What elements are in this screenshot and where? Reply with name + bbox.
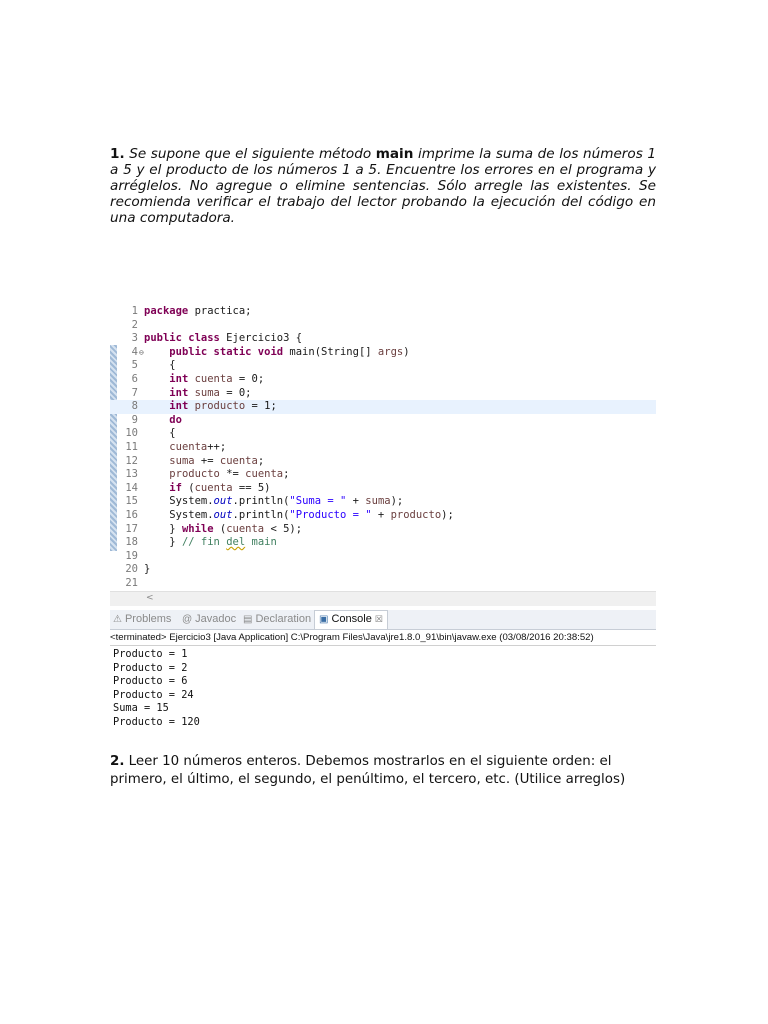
line-number: 18 (125, 536, 138, 549)
line-number: 3 (131, 332, 138, 345)
javadoc-icon: @ (182, 614, 193, 625)
code-line[interactable] (110, 427, 656, 441)
code-text: int cuenta = 0; (169, 373, 265, 385)
code-line[interactable] (110, 414, 656, 428)
code-line[interactable] (110, 468, 656, 482)
code-line[interactable] (110, 441, 656, 455)
code-text: } while (cuenta < 5); (144, 522, 303, 535)
line-number: 14 (125, 481, 138, 494)
code-text: { (144, 427, 176, 440)
code-line[interactable] (110, 319, 656, 333)
tab-label: Javadoc (195, 613, 237, 625)
line-number: 7 (131, 386, 138, 399)
code-line-current[interactable] (110, 400, 656, 414)
console-line: Producto = 1 (113, 648, 188, 660)
code-line[interactable] (110, 550, 656, 564)
exercise-2-number: 2. (110, 754, 125, 769)
code-text: producto *= cuenta; (169, 468, 290, 481)
line-number: 8 (131, 400, 138, 413)
declaration-icon: ▤ (243, 614, 253, 625)
exercise-2-text: Leer 10 números enteros. Debemos mostrarlos en el siguiente orden: el primero, el último, el segundo, el penúltimo, el tercero, etc. (Utilice arreglos) (110, 754, 626, 787)
tab-javadoc[interactable] (182, 613, 236, 625)
code-line[interactable] (110, 346, 656, 360)
code-text: package practica; (144, 305, 252, 317)
code-text: } // fin del main (144, 536, 277, 549)
console-line: Suma = 15 (113, 702, 169, 715)
code-line[interactable] (110, 482, 656, 496)
code-line[interactable] (110, 387, 656, 401)
code-text: public class Ejercicio3 { (144, 332, 303, 345)
tab-label: Console (331, 613, 372, 625)
console-output (113, 648, 200, 730)
code-text: System.out.println("Suma = " + suma); (144, 495, 404, 508)
exercise-1-text-before: Se supone que el siguiente método (129, 146, 372, 162)
exercise-1-text-after: imprime la suma de los números 1 a 5 y el producto de los números 1 a 5. Encuentre los errores en el programa y arréglelos. No agregue o elimine sentencias. Sólo arregle las existentes. Se recomienda verificar el trabajo del lector probando la ejecución del código en una computadora. (110, 146, 657, 226)
code-line[interactable] (110, 495, 656, 509)
exercise-2-paragraph (110, 753, 670, 789)
code-line[interactable] (110, 359, 656, 373)
line-number: 17 (125, 522, 138, 535)
code-text: int suma = 0; (169, 386, 252, 399)
fold-collapse-icon[interactable]: ⊖ (139, 347, 144, 357)
tab-declaration[interactable] (243, 613, 311, 625)
code-line[interactable] (110, 305, 656, 319)
line-number: 9 (131, 413, 138, 426)
exercise-1-paragraph (110, 146, 656, 226)
code-editor[interactable] (110, 303, 656, 605)
line-number: 4 (131, 345, 138, 358)
code-text: cuenta++; (169, 441, 227, 453)
code-line[interactable] (110, 332, 656, 346)
line-number: 6 (131, 373, 138, 385)
line-number: 10 (125, 427, 138, 440)
code-text: } (144, 563, 151, 576)
tab-label: Declaration (255, 613, 312, 625)
exercise-1-keyword: main (375, 146, 414, 162)
line-number: 13 (125, 468, 138, 481)
line-number: 21 (125, 577, 138, 589)
exercise-1-number: 1. (110, 146, 125, 162)
close-icon[interactable]: ☒ (374, 614, 383, 624)
line-number: 20 (125, 563, 138, 576)
line-number: 12 (125, 454, 138, 467)
code-line[interactable] (110, 455, 656, 469)
console-line: Producto = 120 (113, 715, 200, 728)
line-number: 16 (125, 509, 138, 521)
tab-label: Problems (124, 613, 172, 625)
line-number: 11 (125, 441, 138, 453)
code-text: public static void main(String[] args) (169, 345, 410, 358)
code-line[interactable] (110, 523, 656, 537)
horizontal-scrollbar[interactable] (110, 591, 656, 606)
console-line: Producto = 24 (113, 688, 194, 701)
scroll-left-icon[interactable]: < (146, 593, 154, 603)
code-text: System.out.println("Producto = " + producto); (144, 509, 454, 521)
line-number: 19 (125, 549, 138, 562)
line-number: 2 (131, 318, 138, 331)
console-icon: ▣ (319, 614, 329, 625)
tab-problems[interactable] (113, 613, 171, 625)
code-text: int producto = 1; (169, 400, 277, 413)
code-line[interactable] (110, 563, 656, 577)
console-status-line: <terminated> Ejercicio3 [Java Application] C:\Program Files\Java\jre1.8.0_91\bin\javaw.exe (03/08/2016 20:38:52) (110, 632, 656, 646)
tab-console[interactable] (314, 610, 388, 629)
code-line[interactable] (110, 509, 656, 523)
code-line[interactable] (110, 373, 656, 387)
console-line: Producto = 6 (113, 675, 188, 688)
code-text: do (169, 413, 182, 426)
console-line: Producto = 2 (113, 661, 188, 674)
code-text: suma += cuenta; (169, 454, 265, 467)
line-number: 5 (131, 359, 138, 372)
code-text: { (144, 359, 176, 372)
code-line[interactable] (110, 536, 656, 550)
line-number: 15 (125, 495, 138, 508)
line-number: 1 (131, 305, 138, 317)
code-line[interactable] (110, 577, 656, 591)
problems-icon: ⚠ (113, 614, 122, 625)
code-text: if (cuenta == 5) (169, 481, 271, 494)
console-view-tabs (110, 610, 656, 630)
